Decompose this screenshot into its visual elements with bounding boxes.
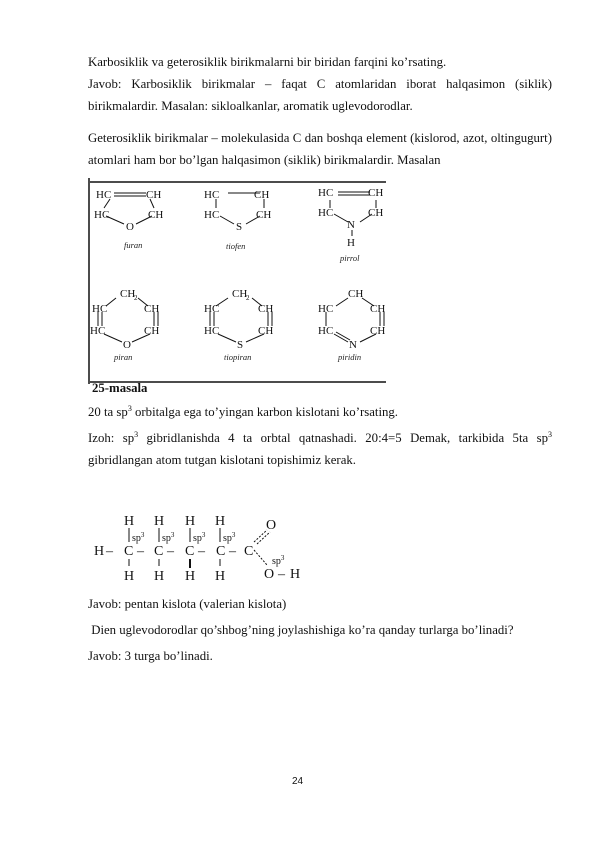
sp3-label: $sp^3$ xyxy=(132,531,145,544)
svg-text:H: H xyxy=(185,569,196,584)
sp3-label: $sp^3$ xyxy=(193,531,206,544)
svg-text:H: H xyxy=(215,569,226,584)
svg-text:H: H xyxy=(124,569,135,584)
furan-atom: CH xyxy=(148,209,164,221)
problem-text: 20 ta $sp^3$ orbitalga ega to’yingan karbon kislotani ko’rsating. xyxy=(88,404,398,419)
piran-atom: 2 xyxy=(134,294,138,302)
piran-atom: O xyxy=(123,339,131,351)
page-number: 24 xyxy=(291,776,304,787)
tiopiran-atom: S xyxy=(237,339,244,351)
answer-3: Javob: 3 turga bo’linadi. xyxy=(88,649,213,663)
svg-text:–: – xyxy=(137,544,144,559)
tiofen-atom: CH xyxy=(256,209,272,221)
answer-1-carbocyclic: Javob: Karbosiklik birikmalar – faqat C atomlaridan iborat halqasimon (siklik) birikmalardir. Masalan: sikloalkanlar, aromatik uglevodorodlar. xyxy=(88,77,552,113)
piridin-atom: CH xyxy=(348,288,364,300)
question-3: Dien uglevodorodlar qo’shbog’ning joylashishiga ko’ra qanday turlarga bo’linadi? xyxy=(88,623,514,637)
piran-atom: CH xyxy=(144,303,160,315)
piridin-atom: HC xyxy=(318,303,334,315)
tiofen-atom: HC xyxy=(204,189,220,201)
piridin-atom: CH xyxy=(370,303,386,315)
pentanoic-acid-formula xyxy=(90,512,320,587)
pirrol-atom: CH xyxy=(368,207,384,219)
furan-atom: HC xyxy=(94,209,110,221)
answer-2: Javob: pentan kislota (valerian kislota) xyxy=(88,597,287,611)
piridin-atom: N xyxy=(349,339,357,351)
svg-text:H: H xyxy=(154,569,165,584)
tiofen-atom: CH xyxy=(254,189,270,201)
question-1: Karbosiklik va geterosiklik birikmalarni bir biridan farqini ko’rsating. xyxy=(88,55,447,69)
pirrol-atom: N xyxy=(347,219,355,231)
svg-text:C: C xyxy=(244,544,254,559)
tiopiran-atom: CH xyxy=(258,325,274,337)
sp3-label: $sp^3$ xyxy=(162,531,175,544)
svg-text:–: – xyxy=(229,544,236,559)
tiopiran-label: tiopiran xyxy=(224,352,252,362)
tiofen-atom: HC xyxy=(204,209,220,221)
piridin-atom: CH xyxy=(370,325,386,337)
svg-text:O: O xyxy=(264,567,275,582)
piran-label: piran xyxy=(114,352,133,362)
heterocycles-svg xyxy=(86,176,391,386)
tiopiran-atom: CH xyxy=(258,303,274,315)
sp3-label: $sp^3$ xyxy=(272,554,285,567)
furan-atom: CH xyxy=(146,189,162,201)
svg-text:C: C xyxy=(154,544,164,559)
pirrol-atom: HC xyxy=(318,207,334,219)
svg-text:C: C xyxy=(124,544,134,559)
svg-text:H: H xyxy=(185,514,196,529)
svg-text:H: H xyxy=(290,567,301,582)
furan-label: furan xyxy=(124,240,143,250)
svg-text:O: O xyxy=(266,518,277,533)
piran-atom: HC xyxy=(90,325,106,337)
svg-text:H: H xyxy=(94,544,105,559)
piran-atom: CH xyxy=(120,288,136,300)
tiopiran-atom: CH xyxy=(232,288,248,300)
svg-text:–: – xyxy=(198,544,205,559)
izoh-text: Izoh: $sp^3$ gibridlanishda 4 ta orbtal qatnashadi. 20:4=5 Demak, tarkibida 5ta $sp^3$ xyxy=(88,430,552,445)
svg-text:–: – xyxy=(167,544,174,559)
tiofen-label: tiofen xyxy=(226,241,246,251)
problem-title: 25-masala xyxy=(92,381,148,395)
sp3-label: $sp^3$ xyxy=(223,531,236,544)
svg-text:–: – xyxy=(106,544,113,559)
svg-text:H: H xyxy=(215,514,226,529)
heterocycles-figure xyxy=(86,176,391,386)
svg-text:C: C xyxy=(216,544,226,559)
piridin-label: piridin xyxy=(338,352,362,362)
svg-text:C: C xyxy=(185,544,195,559)
pirrol-atom: CH xyxy=(368,187,384,199)
piran-atom: HC xyxy=(92,303,108,315)
piridin-atom: HC xyxy=(318,325,334,337)
tiopiran-atom: HC xyxy=(204,303,220,315)
tiofen-atom: S xyxy=(236,221,243,233)
tiopiran-atom: HC xyxy=(204,325,220,337)
tiopiran-atom: 2 xyxy=(246,294,250,302)
svg-text:H: H xyxy=(154,514,165,529)
piran-atom: CH xyxy=(144,325,160,337)
pirrol-atom: H xyxy=(347,237,355,249)
svg-text:–: – xyxy=(278,567,285,582)
pirrol-atom: HC xyxy=(318,187,334,199)
pirrol-label: pirrol xyxy=(340,253,360,263)
furan-atom: HC xyxy=(96,189,112,201)
formula-svg xyxy=(90,512,320,587)
answer-1-heterocyclic: Geterosiklik birikmalar – molekulasida C dan boshqa element (kislorod, azot, oltingugurt) atomlari ham bor bo’lgan halqasimon (siklik) birikmalardir. Masalan xyxy=(88,131,552,167)
furan-atom: O xyxy=(126,221,134,233)
svg-text:H: H xyxy=(124,514,135,529)
izoh-text-cont: gibridlangan atom tutgan kislotani topishimiz kerak. xyxy=(88,453,356,467)
